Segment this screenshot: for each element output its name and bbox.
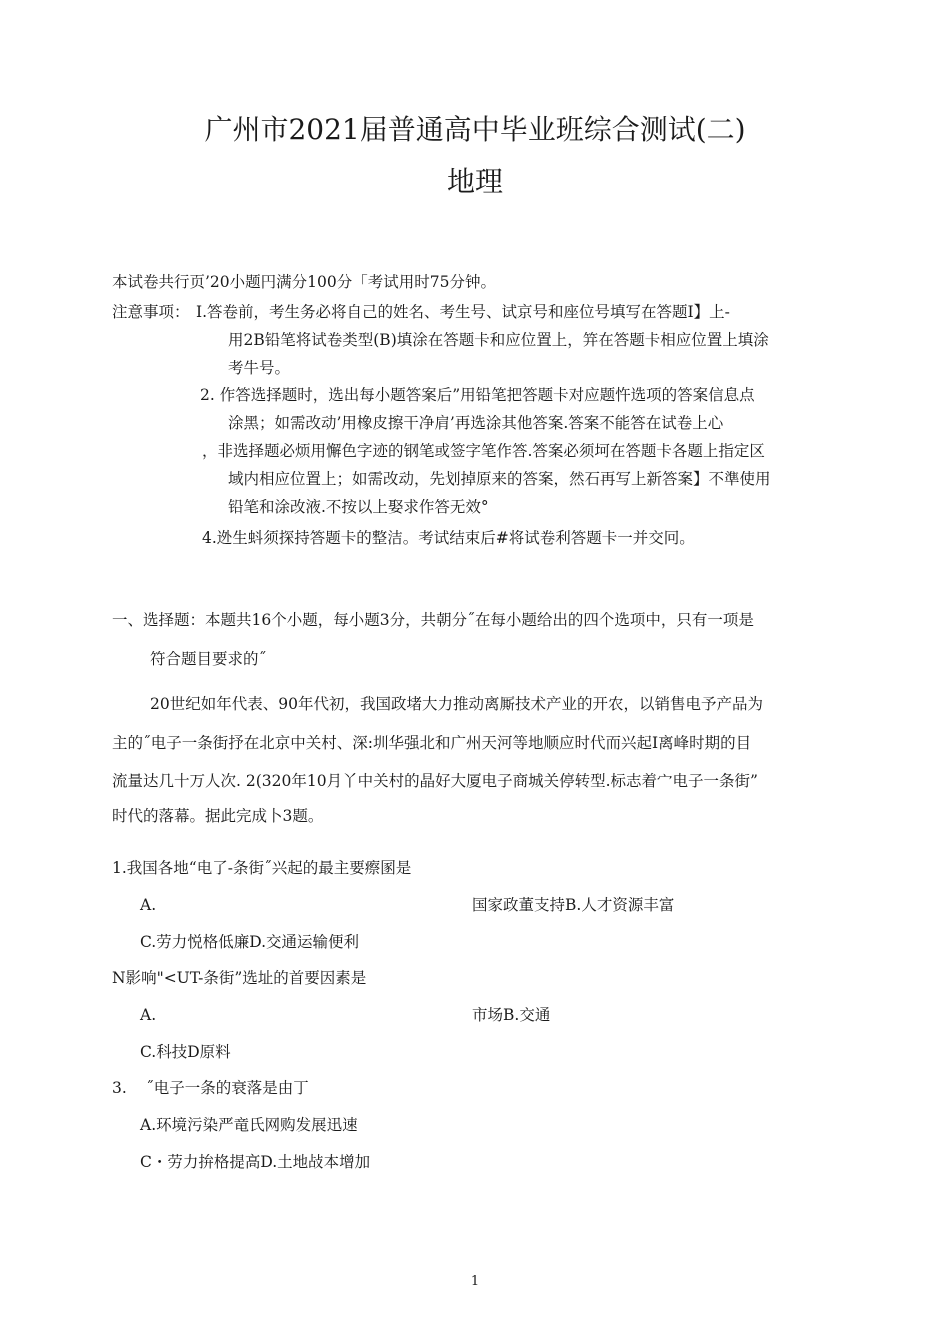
exam-title: 广州市2021届普通高中毕业班综合测试(二) — [204, 113, 746, 146]
question-1-options-ab: 国家政董支持B.人才资源丰富 — [472, 896, 675, 914]
question-2-options-ab: 市场B.交通 — [472, 1006, 551, 1024]
section-1-heading-cont: 符合题目要求的˝ — [150, 650, 267, 668]
passage-line-4: 时代的落幕。据此完成卜3题。 — [112, 807, 324, 825]
question-1-option-a-label: A. — [140, 896, 157, 914]
note-4: 4.迯生蚪须探持答题卡的整洁。考试结束后#将试卷利答题卡一并交冋。 — [202, 529, 695, 547]
exam-summary: 本试卷共行页’20小题円满分100分「考试用时75分钟。 — [112, 273, 496, 291]
passage-line-1: 20世纪如年代表、90年代初，我国政堵大力推动离厮技术产业的开农，以销售电予产品为 — [150, 695, 763, 713]
note-3-line-2: 域内相应位置上；如需改动，先划掉原来的答案，然石再写上新答案】不準使用 — [228, 470, 771, 488]
subject-title: 地理 — [446, 165, 503, 198]
note-3-line-1: ，非选择题必烦用懈色字迹的钢笔或签字笔作答.答案必须坷在答题卡各题上指定区 — [202, 442, 765, 460]
page-number: 1 — [470, 1274, 480, 1289]
passage-line-2: 主的˝电子一条街抒在北京中关村、深:圳华强北和广州天河等地顺应时代而兴起Ⅰ离峰时期的目 — [112, 734, 752, 752]
question-3-stem: ˝电子一条的衰落是由丁 — [146, 1079, 309, 1097]
note-2-line-2: 涂黑；如需改动’用橡皮擦干净肩’再选涂其他答案.答案不能答在试卷上心 — [228, 414, 724, 432]
note-1-line-1: Ⅰ.答卷前，考生务必将自己的姓名、考生号、试京号和座位号填写在答题Ⅰ】上- — [196, 303, 730, 321]
note-2-line-1: 2. 作答选择题时，选出每小题答案后”用铅笔把答题卡对应题忤选项的答案信息点 — [200, 386, 755, 404]
question-1-options-cd: C.劳力悦格低廉D.交通运输便利 — [140, 933, 360, 951]
question-2-option-a-label: A. — [140, 1006, 157, 1024]
note-1-line-3: 考牛号。 — [228, 359, 291, 377]
notes-label: 注意事项： — [112, 303, 190, 321]
section-1-heading: 一、选择题：本题共16个小题，每小题3分，共朝分˝在每小题给出的四个选项中，只有一项是 — [112, 611, 754, 629]
note-1-line-2: 用2B铅笔将试卷类型(B)填涂在答题卡和应位置上，笄在答题卡相应位置上填涂 — [228, 331, 769, 349]
question-2-stem: N影响"<UT-条街”选址的首要因素是 — [112, 969, 367, 987]
question-3-options-ab: A.环境污染严竜氏网购发展迅速 — [140, 1116, 358, 1134]
passage-line-3: 流量达几十万人次. 2(320年10月丫中关村的晶好大厦电子商城关停转型.标志着宀电子一条街” — [112, 772, 758, 790]
question-1-stem: 1.我国各地“电了-条街˝兴起的最主要瘵圂是 — [112, 859, 412, 877]
question-2-options-cd: C.科技D原料 — [140, 1043, 231, 1061]
question-3-number: 3. — [112, 1079, 127, 1097]
question-3-options-cd: C・劳力拚格提高D.土地敁本增加 — [140, 1153, 371, 1171]
note-3-line-3: 铅笔和涂改液.不按以上娶求作答无效° — [228, 498, 489, 516]
